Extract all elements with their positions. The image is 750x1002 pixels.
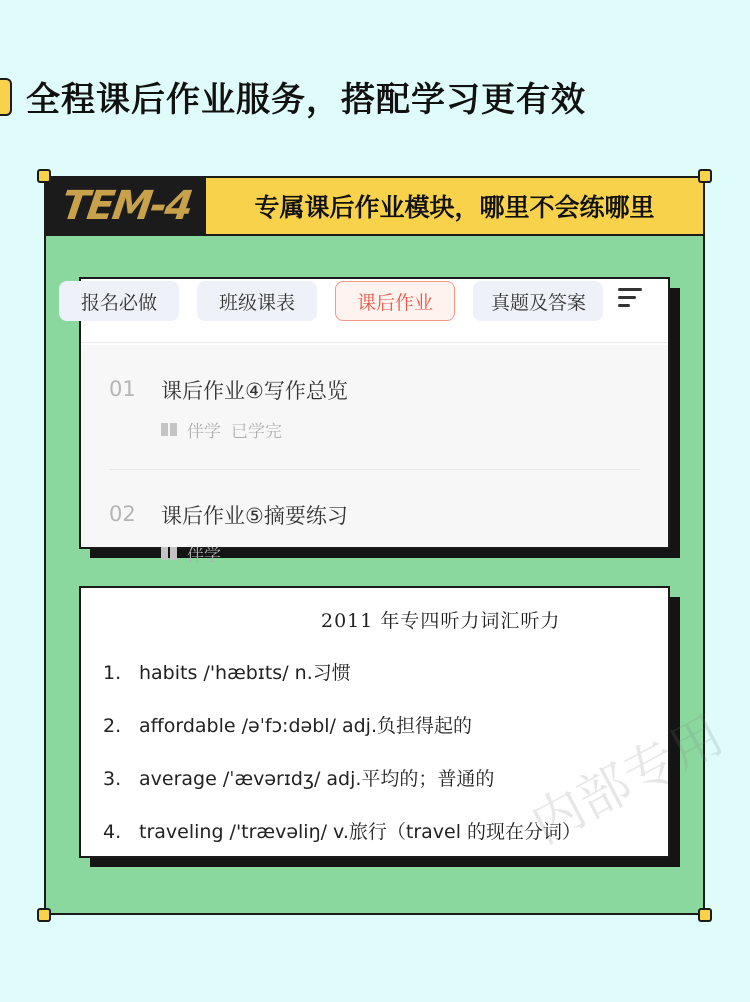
title-accent-bar [0,78,12,116]
menu-icon[interactable] [618,288,644,310]
item-meta [161,417,282,442]
frame-corner-tl [37,169,51,183]
item-number: 02 [109,502,136,526]
vocab-entry [103,658,351,685]
entry-text: habits /'hæbɪts/ n.习惯 [139,662,351,684]
list-divider [109,469,640,470]
watermark: 内部专用 [521,705,734,856]
book-icon [161,423,177,436]
tab-label: 班级课表 [218,291,295,314]
tab-label: 课后作业 [356,291,433,314]
item-title: 课后作业④写作总览 [161,379,348,403]
vocab-document-panel [79,586,734,858]
frame-corner-br [698,908,712,922]
app-screenshot-panel [79,277,670,566]
entry-number: 1. [103,662,122,684]
tab-label: 报名必做 [80,291,157,314]
tab-homework[interactable] [335,281,455,321]
entry-number: 4. [103,821,122,843]
frame-corner-bl [37,908,51,922]
tab-bar [81,279,668,343]
section-header [44,176,705,236]
book-icon [161,547,177,560]
tem4-badge [46,178,206,234]
page-title: 全程课后作业服务，搭配学习更有效 [26,80,586,120]
tab-registration[interactable] [59,281,179,321]
vocab-entry [103,711,472,738]
entry-text: affordable /əˈfɔ:dəbl/ adj.负担得起的 [139,715,473,737]
tab-class-schedule[interactable] [197,281,317,321]
vocab-entry [103,817,581,844]
frame-corner-tr [698,169,712,183]
tem4-badge-text: TEM-4 [58,183,194,229]
item-tag: 伴学 [187,422,221,442]
homework-list [81,345,668,566]
item-title: 课后作业⑤摘要练习 [161,504,348,528]
tab-label: 真题及答案 [491,291,587,314]
item-meta [161,541,221,566]
entry-text: average /ˈævərɪdʒ/ adj.平均的；普通的 [139,768,495,790]
item-status: 已学完 [231,422,282,442]
section-subtitle: 专属课后作业模块，哪里不会练哪里 [206,178,703,234]
item-tag: 伴学 [187,546,221,566]
item-number: 01 [109,377,136,401]
document-title: 2011 年专四听力词汇听力 [321,610,561,632]
entry-text: traveling /'trævəliŋ/ v.旅行（travel 的现在分词） [139,821,582,843]
vocab-entry [103,764,494,791]
entry-number: 3. [103,768,122,790]
entry-number: 2. [103,715,122,737]
tab-past-papers[interactable] [473,281,603,321]
